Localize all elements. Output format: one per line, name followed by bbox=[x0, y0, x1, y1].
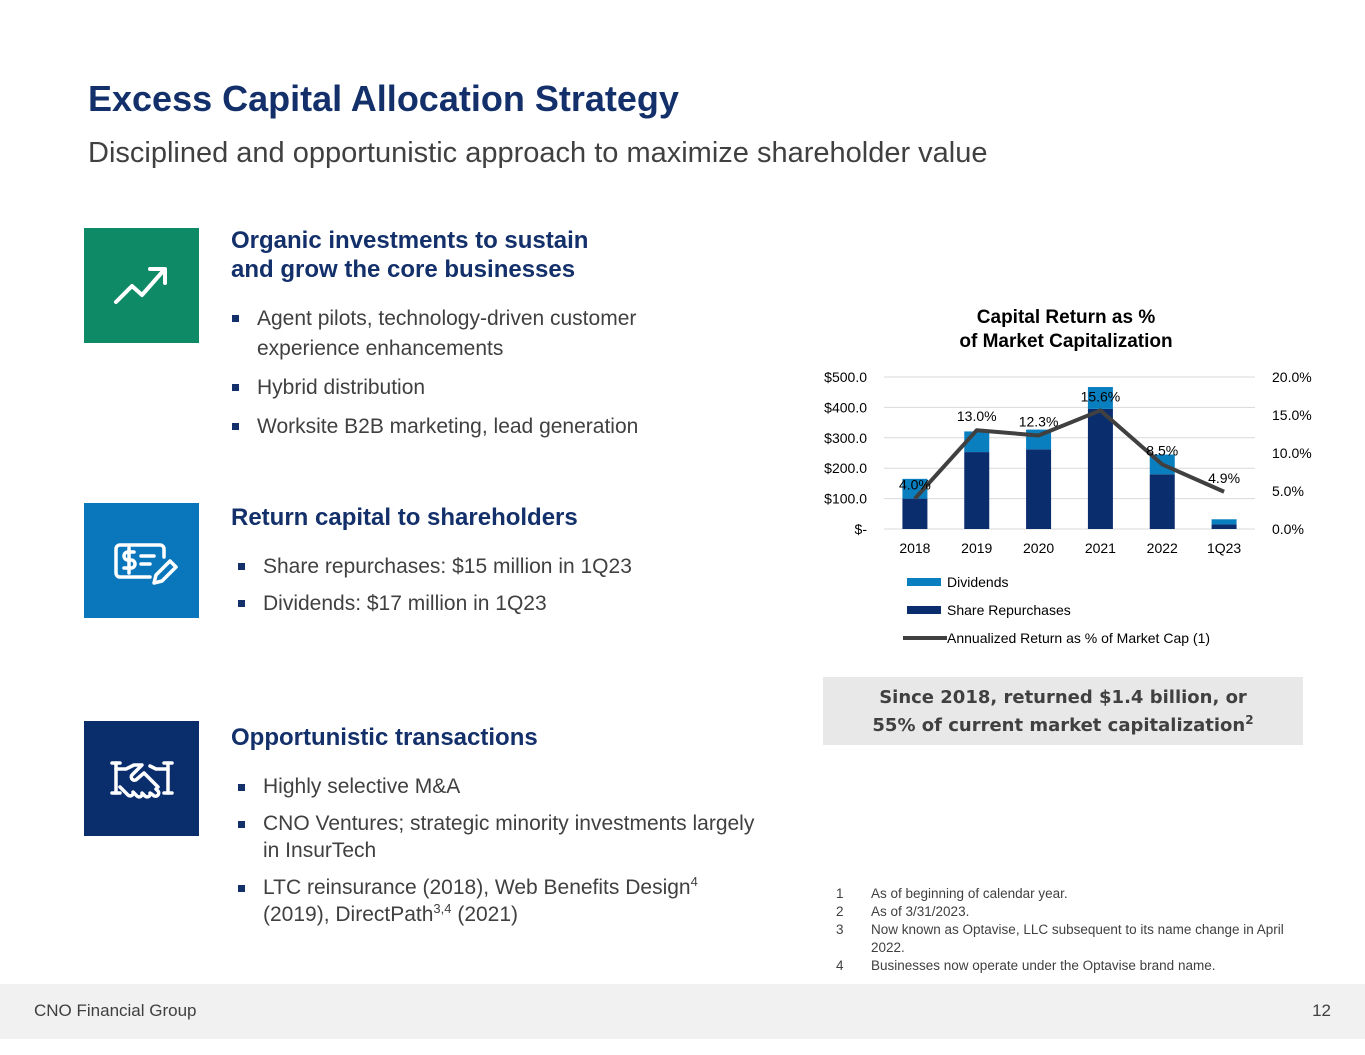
x-tick-label: 2022 bbox=[1146, 540, 1178, 556]
footnote-text: As of 3/31/2023. bbox=[871, 904, 970, 919]
page-subtitle: Disciplined and opportunistic approach to maximize shareholder value bbox=[88, 137, 988, 169]
bar-share-repurchases bbox=[1026, 449, 1051, 529]
y2-tick-label: 5.0% bbox=[1272, 483, 1304, 499]
payment-check-icon bbox=[84, 503, 199, 618]
handshake-icon bbox=[84, 721, 199, 836]
list-item: Highly selective M&A bbox=[237, 773, 757, 800]
legend-label: Share Repurchases bbox=[947, 602, 1071, 618]
transactions-bullet-list bbox=[237, 773, 757, 928]
footnote-text: Businesses now operate under the Optavise brand name. bbox=[871, 958, 1216, 973]
x-tick-label: 1Q23 bbox=[1206, 540, 1242, 556]
data-label: 4.0% bbox=[898, 476, 931, 493]
legend-label: Dividends bbox=[947, 574, 1009, 590]
section-heading-return bbox=[231, 503, 578, 532]
data-label: 4.9% bbox=[1208, 469, 1241, 486]
capital-return-chart bbox=[800, 360, 1320, 660]
x-tick-label: 2019 bbox=[961, 540, 993, 556]
footnote-number: 2 bbox=[836, 904, 844, 919]
bar-dividends bbox=[1212, 519, 1237, 524]
x-tick-label: 2020 bbox=[1023, 540, 1055, 556]
data-label: 8.5% bbox=[1146, 442, 1179, 459]
list-item: Hybrid distribution bbox=[231, 373, 691, 403]
footer bbox=[0, 984, 1365, 1039]
footnote-ref: 4 bbox=[690, 874, 698, 889]
footnotes bbox=[836, 885, 1316, 975]
footnote bbox=[836, 903, 1316, 921]
legend-label: Annualized Return as % of Market Cap (1) bbox=[947, 630, 1211, 646]
footnote-number: 3 bbox=[836, 922, 844, 937]
legend-swatch bbox=[907, 606, 941, 614]
heading-line: and grow the core businesses bbox=[231, 256, 576, 283]
bar-share-repurchases bbox=[902, 499, 927, 529]
bar-share-repurchases bbox=[1212, 524, 1237, 529]
chart-title-line: of Market Capitalization bbox=[959, 331, 1173, 352]
data-label: 13.0% bbox=[956, 408, 997, 425]
list-item: Dividends: $17 million in 1Q23 bbox=[237, 589, 697, 619]
data-label: 15.6% bbox=[1080, 388, 1121, 405]
y-tick-label: $- bbox=[854, 521, 867, 537]
y-tick-label: $300.0 bbox=[824, 429, 867, 446]
bar-share-repurchases bbox=[1150, 474, 1175, 529]
footnote-ref: 3,4 bbox=[433, 901, 452, 916]
bullet-text: (2019), DirectPath bbox=[263, 903, 434, 926]
heading-line: Return capital to shareholders bbox=[231, 504, 578, 531]
y-tick-label: $200.0 bbox=[824, 460, 867, 477]
footnote bbox=[836, 957, 1316, 975]
footnote bbox=[836, 885, 1316, 903]
list-item: Share repurchases: $15 million in 1Q23 bbox=[237, 552, 697, 582]
heading-line: Opportunistic transactions bbox=[231, 724, 538, 751]
footnote-text: Now known as Optavise, LLC subsequent to its name change in April 2022. bbox=[871, 922, 1284, 955]
bullet-text: (2021) bbox=[451, 903, 519, 926]
x-tick-label: 2018 bbox=[899, 540, 931, 556]
footnote bbox=[836, 921, 1316, 957]
list-item: Agent pilots, technology-driven customer experience enhancements bbox=[231, 304, 691, 364]
y-tick-label: $100.0 bbox=[824, 490, 867, 507]
y-tick-label: $500.0 bbox=[824, 369, 867, 385]
callout-text: 55% of current market capitalization bbox=[872, 715, 1246, 736]
page-title: Excess Capital Allocation Strategy bbox=[88, 78, 679, 119]
company-name: CNO Financial Group bbox=[34, 1001, 197, 1020]
list-item bbox=[237, 874, 757, 928]
y-tick-label: $400.0 bbox=[824, 399, 867, 416]
y2-tick-label: 10.0% bbox=[1272, 445, 1312, 461]
callout-line: Since 2018, returned $1.4 billion, or bbox=[879, 687, 1247, 708]
section-heading-organic bbox=[231, 226, 588, 284]
chart-title-line: Capital Return as % bbox=[976, 307, 1156, 328]
bullet-text: LTC reinsurance (2018), Web Benefits Design bbox=[263, 876, 691, 899]
legend-swatch bbox=[907, 578, 941, 586]
heading-line: Organic investments to sustain bbox=[231, 227, 589, 254]
x-tick-label: 2021 bbox=[1084, 540, 1116, 556]
trending-up-icon bbox=[84, 228, 199, 343]
y2-tick-label: 20.0% bbox=[1272, 369, 1312, 385]
page-number: 12 bbox=[1312, 1001, 1331, 1020]
organic-bullet-list bbox=[231, 304, 691, 442]
list-item: CNO Ventures; strategic minority investments largely in InsurTech bbox=[237, 810, 757, 864]
bar-share-repurchases bbox=[1088, 409, 1113, 529]
data-label: 12.3% bbox=[1018, 413, 1059, 430]
callout-line bbox=[823, 712, 1303, 740]
footnote-number: 4 bbox=[836, 958, 844, 973]
y2-tick-label: 0.0% bbox=[1272, 521, 1304, 537]
capital-return-callout bbox=[823, 677, 1303, 745]
return-bullet-list bbox=[237, 552, 697, 619]
y2-tick-label: 15.0% bbox=[1272, 407, 1312, 423]
section-heading-transactions bbox=[231, 723, 538, 752]
footnote-ref: 2 bbox=[1245, 713, 1254, 727]
bar-share-repurchases bbox=[964, 452, 989, 529]
footnote-text: As of beginning of calendar year. bbox=[871, 886, 1068, 901]
footnote-number: 1 bbox=[836, 886, 844, 901]
chart-title bbox=[880, 306, 1252, 354]
list-item: Worksite B2B marketing, lead generation bbox=[231, 412, 691, 442]
